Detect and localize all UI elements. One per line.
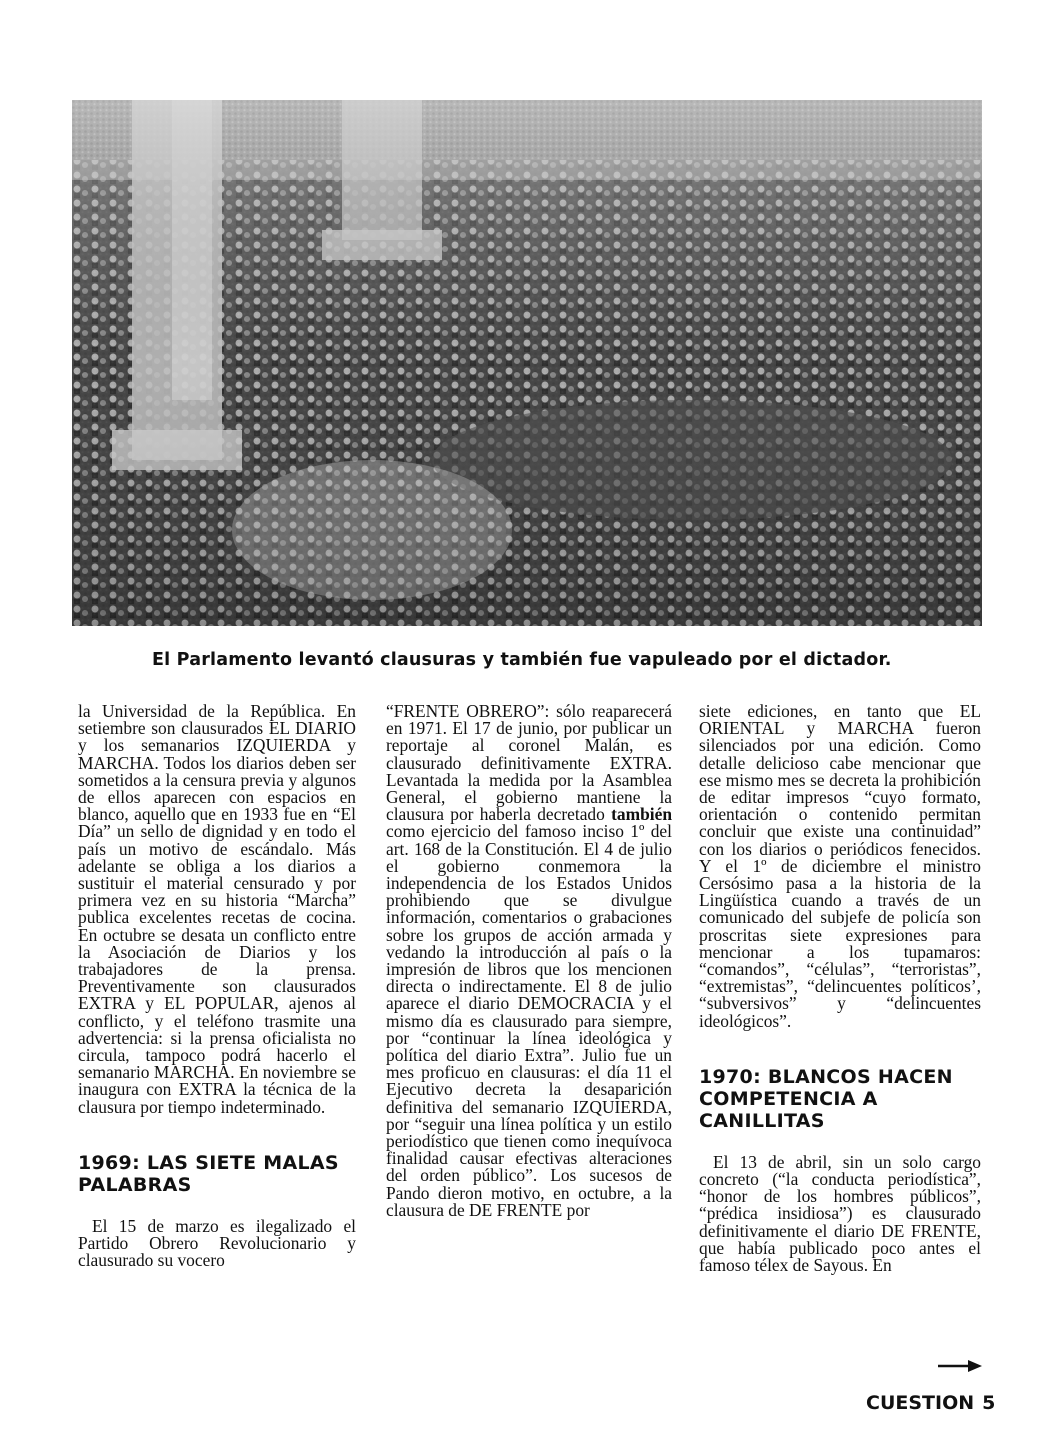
column-2-text-b: como ejercicio del famoso inciso 1º del art. 168 de la Constitución. El 4 de julio el gobierno conmemora la independencia de los Estados Unidos prohibiendo que se divulgue información, comentarios o grabaciones sobre los grupos de acción armada y vedando la introducción al país o la impresión de libros que los mencionen directa o indirectamente. El 8 de julio aparece el diario DEMOCRACIA y el mismo día es clausurado para siempre, por “continuar la línea ideológica y política del diario Extra”. Julio fue un mes proficuo en clausuras: el día 11 el Ejecutivo decreta la desaparición definitiva del semanario IZQUIERDA, por “seguir una línea política y un estilo periodístico que tienen como inequívoca finalidad causar efectivas alteraciones del orden público”. Los sucesos de Pando dieron motivo, en octubre, a la clausura de DE FRENTE por <box>386 821 672 1220</box>
parliament-crowd-photo <box>72 100 982 626</box>
section-heading-1969: 1969: LAS SIETE MALAS PALABRAS <box>78 1151 339 1196</box>
column-2-paragraph <box>386 703 672 1219</box>
emphasis-tambien: también <box>611 804 672 825</box>
page-footer <box>866 1392 995 1414</box>
column-2-text-a: “FRENTE OBRERO”: sólo reaparecerá en 1971. El 17 de junio, por publicar un reportaje al coronel Malán, es clausurado definitivamente EXTRA. Levantada la medida por la Asamblea General, el gobierno mantiene la clausura por haberla decretado <box>386 701 672 825</box>
crowd-in-parliament-photo-icon <box>72 100 982 626</box>
column-3-paragraph: siete ediciones, en tanto que EL ORIENTAL y MARCHA fueron silenciados por una edición. Como detalle delicioso cabe mencionar que ese mismo mes se decreta la prohibición de editar impresos “cuyo formato, orientación o contenido permitan concluir que existe una continuidad” con los diarios o periódicos fenecidos. Y el 1º de diciembre el ministro Cersósimo pasa a la historia de la Lingüística cuando a través de un comunicado del subjefe de policía son proscritas siete expresiones para mencionar a los tupamaros: “comandos”, “células”, “terroristas”, “extremistas”, “delincuentes políticos’, “subversivos” y “delincuentes ideológicos”. <box>699 701 981 1031</box>
magazine-name: CUESTION <box>866 1392 975 1414</box>
section-heading-1970: 1970: BLANCOS HACEN COMPETENCIA A CANILLITAS <box>699 1065 953 1132</box>
column-1-paragraph: la Universidad de la República. En setiembre son clausurados EL DIARIO y los semanarios IZQUIERDA y MARCHA. Todos los diarios deben ser sometidos a la censura previa y algunos de ellos aparecen con espacios en blanco, aquello que en 1933 fue en “El Día” un sello de dignidad y en todo el país un motivo de escándalo. Más adelante se obliga a los diarios a sustituir el material censurado y por primera vez en su historia “Marcha” publica excelentes recetas de cocina. En octubre se desata un conflicto entre la Asociación de Diarios y los trabajadores de la prensa. Preventivamente son clausurados EXTRA y EL POPULAR, ajenos al conflicto, y el teléfono trasmite una advertencia: si la prensa oficialista no circula, tampoco podrá hacerlo el semanario MARCHA. En noviembre se inaugura con EXTRA la técnica de la clausura por tiempo indeterminado. <box>78 701 356 1117</box>
column-3 <box>699 703 981 1274</box>
right-arrow-icon <box>938 1358 982 1374</box>
column-2 <box>386 703 672 1219</box>
column-1 <box>78 703 356 1269</box>
column-3-paragraph-2: El 13 de abril, sin un solo cargo concreto (“la conducta periodística”, “honor de los hombres públicos”, “prédica insidiosa”) es clausurado definitivamente el diario DE FRENTE, que había publicado poco antes el famoso télex de Sayous. En <box>699 1151 981 1276</box>
page-number: 5 <box>982 1392 996 1414</box>
column-1-paragraph-2: El 15 de marzo es ilegalizado el Partido Obrero Revolucionario y clausurado su vocero <box>78 1215 356 1271</box>
photo-caption: El Parlamento levantó clausuras y también fue vapuleado por el dictador. <box>152 650 892 670</box>
